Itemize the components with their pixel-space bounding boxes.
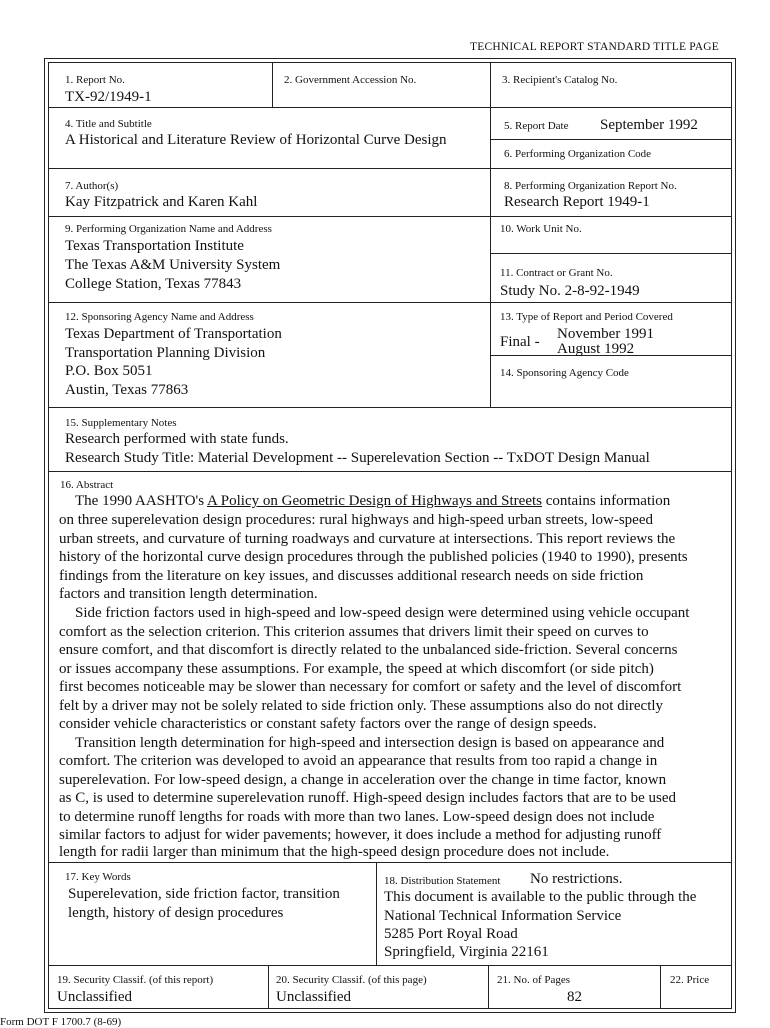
period-from: November 1991 xyxy=(557,326,655,342)
perf-report-no-value: Research Report 1949-1 xyxy=(504,194,650,210)
supp-notes-label: 15. Supplementary Notes xyxy=(65,417,177,429)
author-value: Kay Fitzpatrick and Karen Kahl xyxy=(65,194,258,210)
key-words-label: 17. Key Words xyxy=(65,871,131,883)
rule xyxy=(490,253,732,254)
rule xyxy=(272,62,273,107)
abstract-label: 16. Abstract xyxy=(60,479,114,491)
catalog-no-label: 3. Recipient's Catalog No. xyxy=(502,74,618,86)
distribution-line: This document is available to the public through the xyxy=(384,889,697,905)
rule xyxy=(48,862,732,863)
abstract-line: factors and transition length determination. xyxy=(59,586,318,602)
abstract-line: consider vehicle characteristics or constant safety factors over the range of design speeds. xyxy=(59,716,597,732)
rule xyxy=(48,107,732,108)
sponsor-label: 12. Sponsoring Agency Name and Address xyxy=(65,311,254,323)
sponsor-line: P.O. Box 5051 xyxy=(65,363,153,379)
rule xyxy=(48,168,732,169)
rule xyxy=(660,965,661,1009)
abstract-line: comfort as the selection criterion. This criterion assumes that drivers limit their speed on curves to xyxy=(59,624,649,640)
report-no-value: TX-92/1949-1 xyxy=(65,89,152,105)
key-words-line: length, history of design procedures xyxy=(68,905,284,921)
sponsor-line: Austin, Texas 77863 xyxy=(65,382,189,398)
abstract-line: superelevation. For low-speed design, a change in acceleration over the change in time factor, known xyxy=(59,772,667,788)
abstract-line: first becomes noticeable may be slower than necessary for comfort or safety and the level of discomfort xyxy=(59,679,682,695)
security-report-label: 19. Security Classif. (of this report) xyxy=(57,974,214,986)
distribution-label: 18. Distribution Statement xyxy=(384,875,501,887)
perf-org-line: The Texas A&M University System xyxy=(65,257,281,273)
abstract-line: Side friction factors used in high-speed and low-speed design were determined using vehicle occupant xyxy=(75,605,690,621)
policy-title: A Policy on Geometric Design of Highways and Streets xyxy=(207,493,542,509)
rule xyxy=(490,62,491,407)
abstract-line: history of the horizontal curve design procedures through the published policies (1940 to 1990), presents xyxy=(59,549,688,565)
work-unit-label: 10. Work Unit No. xyxy=(500,223,582,235)
sponsor-line: Transportation Planning Division xyxy=(65,345,266,361)
abstract-line: as C, is used to determine superelevation runoff. High-speed design includes factors that are to be used xyxy=(59,790,677,806)
title-value: A Historical and Literature Review of Horizontal Curve Design xyxy=(65,132,447,148)
report-type-label: 13. Type of Report and Period Covered xyxy=(500,311,673,323)
abstract-line: on three superelevation design procedures: rural highways and high-speed urban streets, low-speed xyxy=(59,512,653,528)
abstract-line: length for radii larger than minimum that the high-speed design procedure does not include. xyxy=(59,844,610,860)
abstract-line: Transition length determination for high-speed and intersection design is based on appearance and xyxy=(75,735,665,751)
abstract-line: ensure comfort, and that discomfort is directly related to the unbalanced side-friction. Several concerns xyxy=(59,642,678,658)
rule xyxy=(48,216,732,217)
abstract-line: urban streets, and curvature of turning roadways and curvature at intersections. This report reviews the xyxy=(59,531,676,547)
contract-label: 11. Contract or Grant No. xyxy=(500,267,613,279)
perf-org-code-label: 6. Performing Organization Code xyxy=(504,148,652,160)
perf-org-label: 9. Performing Organization Name and Address xyxy=(65,223,272,235)
abstract-line: to determine runoff lengths for roads with more than two lanes. Low-speed design does not include xyxy=(59,809,655,825)
supp-notes-line: Research Study Title: Material Development -- Superelevation Section -- TxDOT Design Manual xyxy=(65,450,650,466)
title-label: 4. Title and Subtitle xyxy=(65,118,152,130)
contract-value: Study No. 2-8-92-1949 xyxy=(500,283,640,299)
key-words-line: Superelevation, side friction factor, transition xyxy=(68,886,340,902)
perf-org-line: Texas Transportation Institute xyxy=(65,238,244,254)
perf-report-no-label: 8. Performing Organization Report No. xyxy=(504,180,677,192)
abstract-line: comfort. The criterion was developed to avoid an appearance that results from too rapid a change in xyxy=(59,753,658,769)
rule xyxy=(48,302,732,303)
report-type-value: Final - xyxy=(500,334,540,350)
report-date-label: 5. Report Date xyxy=(504,120,569,132)
abstract-line: felt by a driver may not be solely related to side friction only. These assumptions also do not directly xyxy=(59,698,664,714)
rule xyxy=(268,965,269,1009)
sponsor-code-label: 14. Sponsoring Agency Code xyxy=(500,367,629,379)
distribution-line: Springfield, Virginia 22161 xyxy=(384,944,549,960)
abstract-line: or issues accompany these assumptions. For example, the speed at which discomfort (or side pitch) xyxy=(59,661,654,677)
no-of-pages-value: 82 xyxy=(567,989,582,1005)
security-report-value: Unclassified xyxy=(57,989,132,1005)
author-label: 7. Author(s) xyxy=(65,180,119,192)
rule xyxy=(490,139,732,140)
security-page-label: 20. Security Classif. (of this page) xyxy=(276,974,427,986)
distribution-line: National Technical Information Service xyxy=(384,908,622,924)
report-date-value: September 1992 xyxy=(600,117,698,133)
perf-org-line: College Station, Texas 77843 xyxy=(65,276,242,292)
rule xyxy=(376,862,377,965)
rule xyxy=(48,407,732,408)
supp-notes-line: Research performed with state funds. xyxy=(65,431,289,447)
gov-accession-label: 2. Government Accession No. xyxy=(284,74,417,86)
no-of-pages-label: 21. No. of Pages xyxy=(497,974,571,986)
price-label: 22. Price xyxy=(670,974,710,986)
rule xyxy=(48,965,732,966)
abstract-line: findings from the literature on key issues, and discusses additional research needs on side friction xyxy=(59,568,644,584)
abstract-line: similar factors to adjust for wider pavements; however, it does include a method for adjusting runoff xyxy=(59,827,662,843)
form-footer: Form DOT F 1700.7 (8-69) xyxy=(0,1016,122,1028)
report-no-label: 1. Report No. xyxy=(65,74,125,86)
security-page-value: Unclassified xyxy=(276,989,351,1005)
rule xyxy=(488,965,489,1009)
rule xyxy=(48,471,732,472)
distribution-value: No restrictions. xyxy=(530,871,623,887)
abstract-line: The 1990 AASHTO's A Policy on Geometric Design of Highways and Streets contains information xyxy=(75,493,671,509)
sponsor-line: Texas Department of Transportation xyxy=(65,326,282,342)
distribution-line: 5285 Port Royal Road xyxy=(384,926,518,942)
form-header: TECHNICAL REPORT STANDARD TITLE PAGE xyxy=(470,41,720,53)
period-to: August 1992 xyxy=(557,341,635,357)
